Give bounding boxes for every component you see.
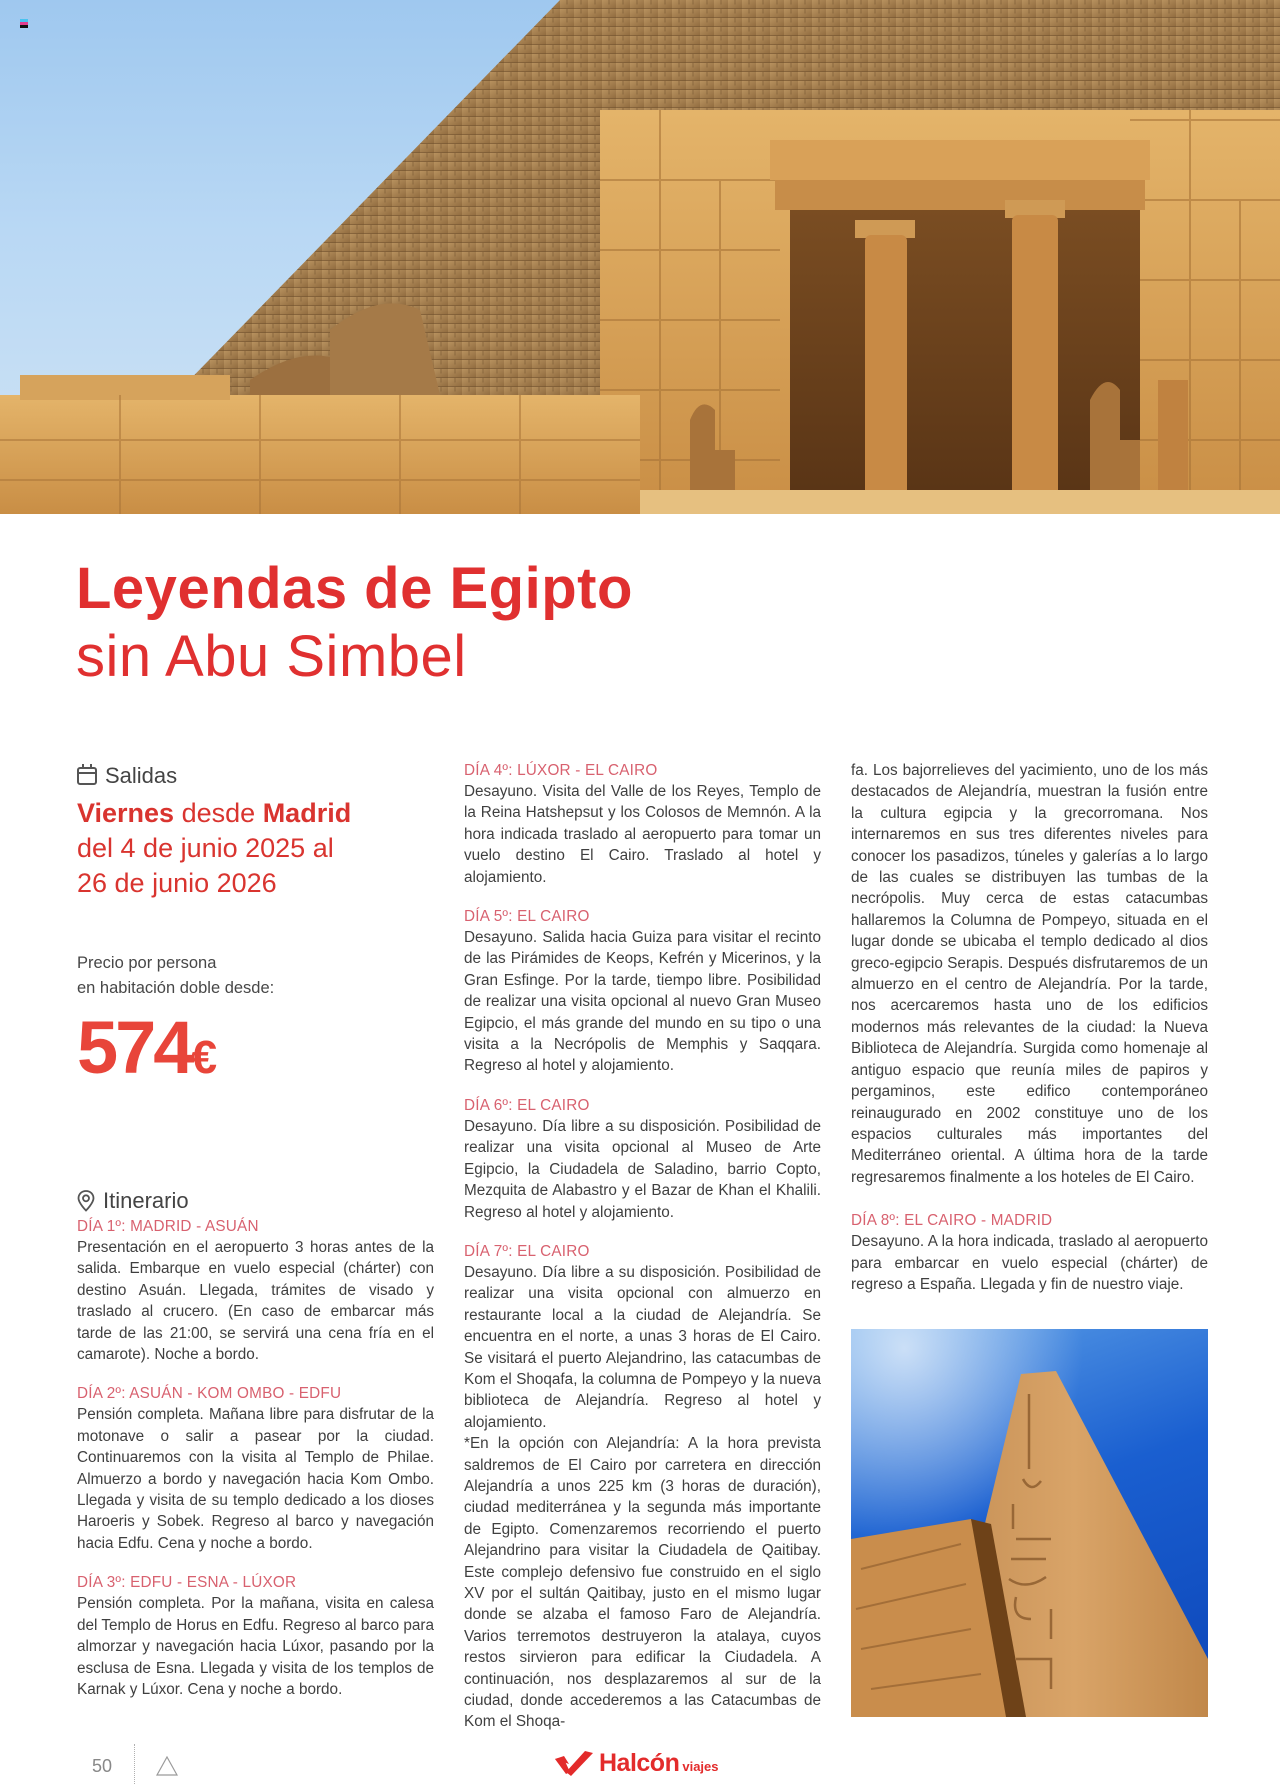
right-column	[851, 760, 1208, 1313]
day-title: DÍA 6º: EL CAIRO	[464, 1096, 590, 1114]
price-label	[77, 951, 434, 1001]
itinerary-day-1	[77, 1216, 434, 1365]
title-line-1: Leyendas de Egipto	[76, 556, 633, 621]
price-currency: €	[191, 1031, 218, 1083]
itinerary-day-2	[77, 1383, 434, 1554]
itinerary-day-3	[77, 1572, 434, 1700]
day-text: Pensión completa. Mañana libre para disfrutar de la motonave o salir a pasear por la ciudad. Continuaremos con la visita al Templo de Philae. Almuerzo a bordo y navegación hacia Kom Ombo. Llegada y visita de su templo dedicado a los dioses Haroeris y Sobek. Regreso al barco y navegación hacia Edfu. Cena y noche a bordo.	[77, 1406, 434, 1552]
page-title	[76, 556, 633, 692]
calendar-icon	[77, 767, 97, 785]
print-color-bar	[20, 19, 28, 28]
title-line-2: sin Abu Simbel	[76, 624, 467, 689]
footer-divider	[134, 1744, 135, 1784]
obelisk-photo	[851, 1329, 1208, 1717]
location-pin-icon	[77, 1190, 95, 1212]
departure-dates-line-2: 26 de junio 2026	[77, 868, 277, 898]
departure-city: Madrid	[262, 798, 352, 828]
pyramid-illustration	[0, 0, 1280, 514]
day-title: DÍA 1º: MADRID - ASUÁN	[77, 1218, 259, 1235]
itinerary-heading-label: Itinerario	[103, 1188, 189, 1214]
price-label-line-2: en habitación doble desde:	[77, 979, 275, 997]
halcon-viajes-logo	[553, 1750, 719, 1776]
day-text: Desayuno. Salida hacia Guiza para visitar el recinto de las Pirámides de Keops, Kefrén y Micerinos, y la Gran Esfinge. Por la tarde, tiempo libre. Posibilidad de realizar una visita opcional al nuevo Gran Museo Egipcio, el más grande del mundo en su tipo o una visita a la Necrópolis de Memphis y Saqqara. Regreso al hotel y alojamiento.	[464, 929, 821, 1075]
left-column	[77, 760, 434, 1718]
day-text: Desayuno. Visita del Valle de los Reyes, Templo de la Reina Hatshepsut y los Colosos de Memnón. A la hora indicada traslado al aeropuerto para tomar un vuelo destino El Cairo. Traslado al hotel y alojamiento.	[464, 783, 821, 886]
departure-dates-line-1: del 4 de junio 2025 al	[77, 833, 334, 863]
day-title: DÍA 4º: LÚXOR - EL CAIRO	[464, 762, 658, 779]
price-amount	[77, 1003, 434, 1102]
day-title: DÍA 5º: EL CAIRO	[464, 908, 590, 926]
triangle-icon	[156, 1756, 178, 1776]
hero-photo	[0, 0, 1280, 514]
middle-column	[464, 760, 821, 1733]
departures-info	[77, 796, 434, 901]
itinerary-day-7	[464, 1241, 821, 1733]
day-7-option-continued: fa. Los bajorrelieves del yacimiento, uno de los más destacados de Alejandría, muestran la fusión entre la cultura egipcia y la grecorromana. Nos internaremos en sus tres diferentes niveles para conocer los pasadizos, túneles y galerías a lo largo de las cuales se distribuyen las tumbas de la necrópolis. Muy cerca de estas catacumbas hallaremos la Columna de Pompeyo, situada en el lugar donde se ubicaba el templo dedicado al dios greco-egipcio Serapis. Después disfrutaremos de un almuerzo en el centro de Alejandría. Por la tarde, nos acercaremos hasta uno de los edificios modernos más relevantes de la ciudad: la Nueva Biblioteca de Alejandría. Surgida como homenaje al antiguo espacio que reunía miles de papiros y pergaminos, este edifico contemporáneo reinaugurado en 2002 constituye uno de los espacios culturales más importantes del Mediterráneo oriental. A última hora de la tarde regresaremos finalmente a los hoteles de El Cairo.	[851, 762, 1208, 1186]
departure-day: Viernes	[77, 798, 175, 828]
day-text: Desayuno. A la hora indicada, traslado al aeropuerto para embarcar en vuelo especial (chárter) de regreso a España. Llegada y fin de nuestro viaje.	[851, 1233, 1208, 1293]
brand-check-icon	[553, 1750, 595, 1776]
day-title: DÍA 7º: EL CAIRO	[464, 1242, 590, 1260]
day-text: Presentación en el aeropuerto 3 horas antes de la salida. Embarque en vuelo especial (chárter) con destino Asuán. Llegada, trámites de visado y traslado al crucero. (En caso de embarcar más tarde de las 21:00, se servirá una cena fría en el camarote). Noche a bordo.	[77, 1239, 434, 1364]
itinerary-heading	[77, 1186, 434, 1216]
day-title: DÍA 3º: EDFU - ESNA - LÚXOR	[77, 1574, 297, 1592]
day-text: Desayuno. Día libre a su disposición. Posibilidad de realizar una visita opcional con almuerzo en restaurante local a la ciudad de Alejandría. Se encuentra en el norte, a unas 3 horas de El Cairo. Se visitará el puerto Alejandrino, las catacumbas de Kom el Shoqafa, la columna de Pompeyo y la nueva biblioteca de Alejandría. Regreso al hotel y alojamiento.	[464, 1263, 821, 1431]
itinerary-day-8	[851, 1210, 1208, 1295]
day-title: DÍA 8º: EL CAIRO - MADRID	[851, 1212, 1053, 1230]
brand-sub: viajes	[682, 1759, 719, 1774]
itinerary-day-4	[464, 760, 821, 888]
price-value: 574	[77, 1006, 192, 1089]
page-number: 50	[92, 1756, 113, 1776]
obelisk-illustration	[851, 1329, 1208, 1717]
itinerary-day-6	[464, 1095, 821, 1223]
day-text: Pensión completa. Por la mañana, visita en calesa del Templo de Horus en Edfu. Regreso al barco para almorzar y navegación hacia Lúxor, pasando por la esclusa de Esna. Llegada y visita de los templos de Karnak y Lúxor. Cena y noche a bordo.	[77, 1595, 434, 1698]
brand-name: Halcón	[599, 1749, 680, 1777]
departure-from-word: desde	[181, 798, 256, 828]
itinerary-day-5	[464, 906, 821, 1077]
day-text: Desayuno. Día libre a su disposición. Posibilidad de realizar una visita opcional al Museo de Arte Egipcio, la Ciudadela de Saladino, barrio Copto, Mezquita de Alabastro y el Bazar de Khan el Khalili. Regreso al hotel y alojamiento.	[464, 1117, 821, 1221]
day-title: DÍA 2º: ASUÁN - KOM OMBO - EDFU	[77, 1385, 342, 1403]
price-label-line-1: Precio por persona	[77, 954, 217, 972]
day-option-text: *En la opción con Alejandría: A la hora prevista saldremos de El Cairo por carretera en dirección Alejandría a unos 225 km (3 horas de duración), ciudad mediterránea y la segunda más importante de Egipto. Comenzaremos recorriendo el puerto Alejandrino para visitar la Ciudadela de Qaitibay. Este complejo defensivo fue construido en el siglo XV por el sultán Qaitibay, justo en el mismo lugar donde se alzaba el famoso Faro de Alejandría. Varios terremotos destruyeron la atalaya, cuyos restos sirvieron para edificar la Ciudadela. A continuación, nos desplazaremos al sur de la ciudad, donde accederemos a las Catacumbas de Kom el Shoqa-	[464, 1435, 821, 1731]
departures-heading	[77, 760, 434, 792]
departures-heading-label: Salidas	[105, 763, 178, 789]
